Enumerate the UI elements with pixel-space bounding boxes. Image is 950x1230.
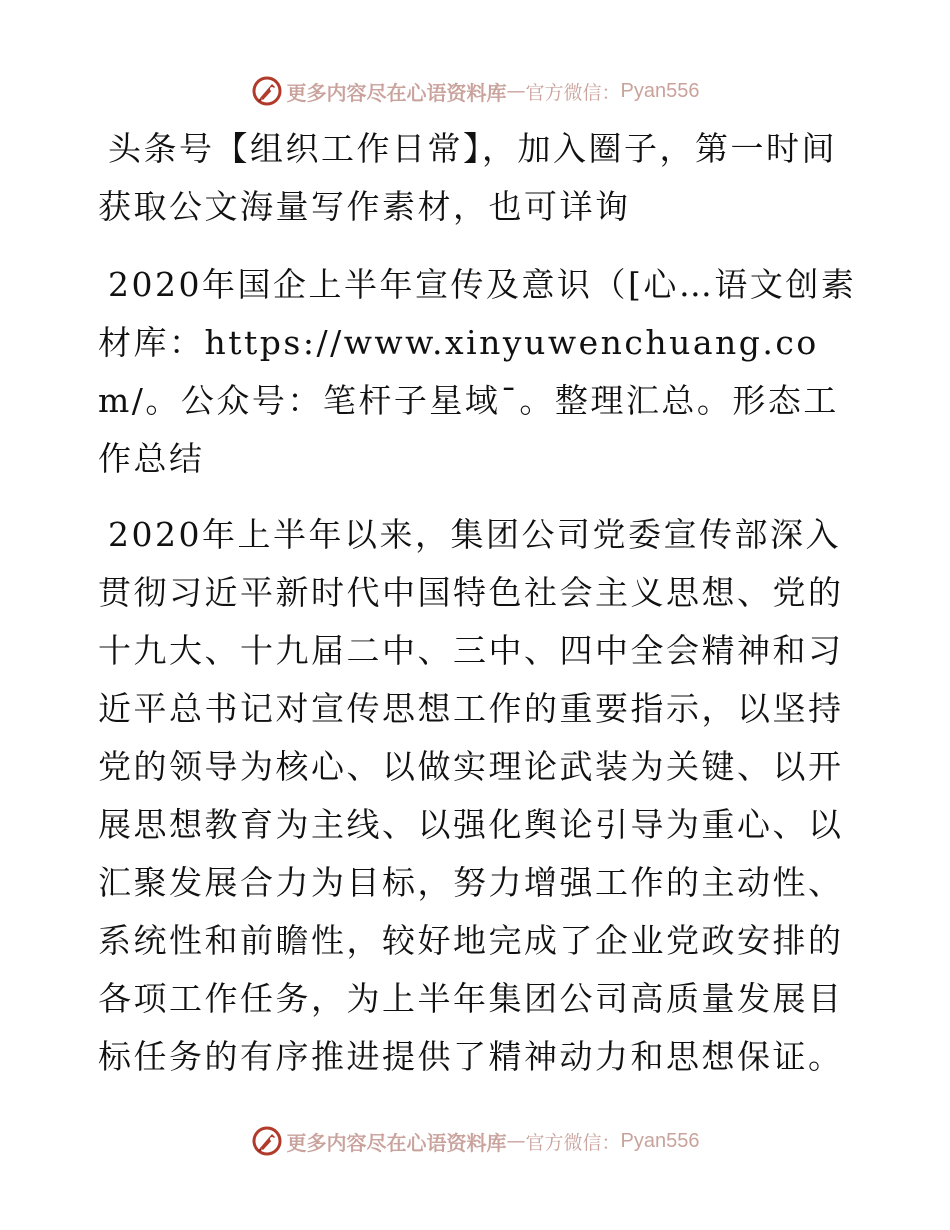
- intro-paragraph: 头条号【组织工作日常】，加入圈子，第一时间获取公文海量写作素材，也可详询: [98, 129, 837, 226]
- watermark-wechat-label: 官方微信：: [525, 81, 621, 104]
- header-watermark: [0, 71, 950, 111]
- pen-logo-icon: [251, 75, 283, 107]
- pen-logo-icon: [251, 1125, 283, 1157]
- watermark-wechat-id: Pyan556: [620, 1129, 700, 1152]
- watermark-text: 更多内容尽在心语资料库: [286, 80, 507, 105]
- document-body: [98, 120, 858, 1102]
- title-paragraph: 2020年国企上半年宣传及意识（[心…语文创素材库：https://www.xinyuwenchuang.com/。公众号：笔杆子星域¯。整理汇总。形态工作总结: [98, 265, 857, 478]
- watermark-dash: —: [506, 80, 526, 102]
- watermark-wechat-label: 官方微信：: [525, 1131, 621, 1154]
- footer-watermark: [0, 1121, 950, 1161]
- watermark-wechat-id: Pyan556: [620, 79, 700, 102]
- summary-paragraph: 2020年上半年以来，集团公司党委宣传部深入贯彻习近平新时代中国特色社会主义思想、党的十九大、十九届二中、三中、四中全会精神和习近平总书记对宣传思想工作的重要指示，以坚持党的领导为核心、以做实理论武装为关键、以开展思想教育为主线、以强化舆论引导为重心、以汇聚发展合力为目标，努力增强工作的主动性、系统性和前瞻性，较好地完成了企业党政安排的各项工作任务，为上半年集团公司高质量发展目标任务的有序推进提供了精神动力和思想保证。: [98, 515, 844, 1076]
- watermark-dash: —: [506, 1130, 526, 1152]
- watermark-text: 更多内容尽在心语资料库: [286, 1130, 507, 1155]
